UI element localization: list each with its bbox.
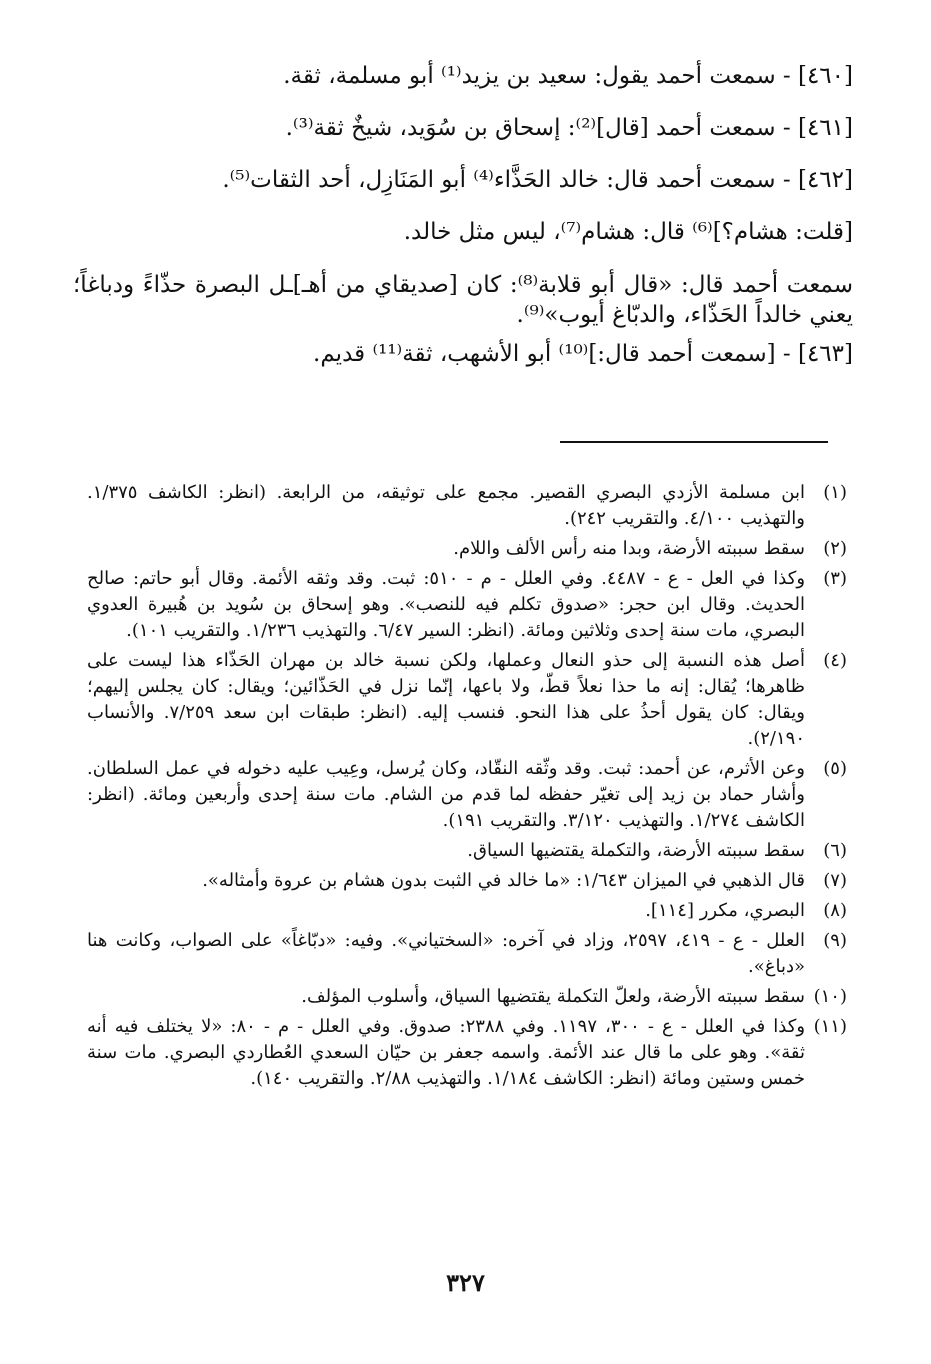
footnote-9 (87, 928, 847, 980)
footnote-line: وكذا في العل - ع - ٤٤٨٧. وفي العلل - م - ٥١٠: ثبت. وقد وثقه الأئمة. وقال أبو حاتم: صالح الحديث. وقال ابن حجر: «صدوق تكلم فيه للنصب». وهو إسحاق بن سُويد بن هُبيرة العدوي البصري، مات سنة إحدى وثلاثين ومائة. (انظر: السير ٦/٤٧. والتهذيب ١/٢٣٦. والتقريب ١٠١). (87, 568, 806, 641)
footnote-number: (٦) (823, 840, 847, 861)
footnote-text (87, 756, 805, 834)
footnote-4 (87, 648, 847, 752)
footnote-8 (87, 898, 847, 924)
footnote-text (87, 868, 805, 894)
footnote-number: (٥) (823, 758, 847, 779)
footnote-text (87, 648, 805, 752)
footnote-text (87, 536, 805, 562)
footnotes (87, 480, 847, 1096)
abu-qilaba-paragraph: سمعت أحمد قال: «قال أبو قلابة⁽⁸⁾: كان [صديقاي من أهـ]ـل البصرة حذّاءً ودباغاً؛ يعني خالداً الحَذّاء، والدبّاغ أيوب»⁽⁹⁾. (73, 272, 853, 328)
page-number: ٣٢٧ (446, 1268, 485, 1297)
footnote-number: (٤) (823, 650, 847, 671)
footnote-line: سقط سببته الأرضة، ولعلّ التكملة يقتضيها السياق، وأسلوب المؤلف. (301, 986, 805, 1007)
footnote-number: (٢) (823, 538, 847, 559)
footnote-line: سقط سببته الأرضة، والتكملة يقتضيها السياق. (467, 840, 805, 861)
footnote-line: ابن مسلمة الأزدي البصري القصير. مجمع على توثيقه، من الرابعة. (انظر: الكاشف ١/٣٧٥. والتهذيب ٤/١٠٠. والتقريب ٢٤٢). (87, 482, 805, 529)
entry-461: [٤٦١] - سمعت أحمد [قال]⁽²⁾: إسحاق بن سُوَيد، شيخٌ ثقة⁽³⁾. (285, 115, 853, 141)
footnote-line: سقط سببته الأرضة، وبدا منه رأس الألف واللام. (453, 538, 805, 559)
footnote-text (87, 566, 805, 644)
footnote-separator (560, 441, 828, 443)
footnote-text (87, 984, 805, 1010)
footnote-number: (١١) (813, 1016, 847, 1037)
footnote-text (87, 898, 805, 924)
footnote-line: قال الذهبي في الميزان ١/٦٤٣: «ما خالد في الثبت بدون هشام بن عروة وأمثاله». (202, 870, 805, 891)
footnote-text (87, 928, 805, 980)
entry-462: [٤٦٢] - سمعت أحمد قال: خالد الحَذَّاء⁽⁴⁾ أبو المَنَازِل، أحد الثقات⁽⁵⁾. (222, 167, 853, 193)
footnote-5 (87, 756, 847, 834)
footnote-10 (87, 984, 847, 1010)
footnote-line: أصل هذه النسبة إلى حذو النعال وعملها، ولكن نسبة خالد بن مهران الحَذّاء هذا ليست على ظاهرها؛ يُقال: إنه ما حذا نعلاً قطّ، ولا باعها، إنّما نزل في الحَذّائين؛ ويقال: كان يجلس إليهم؛ ويقال: كان يقول أحذُ على هذا النحو. فنسب إليه. (انظر: طبقات ابن سعد ٧/٢٥٩. والأنساب ٢/١٩٠). (87, 650, 805, 749)
footnote-6 (87, 838, 847, 864)
entry-460: [٤٦٠] - سمعت أحمد يقول: سعيد بن يزيد⁽¹⁾ أبو مسلمة، ثقة. (283, 63, 853, 89)
footnote-number: (٩) (823, 930, 847, 951)
footnote-line: وكذا في العلل - ع - ٣٠٠، ١١٩٧. وفي ٢٣٨٨: صدوق. وفي العلل - م - ٨٠: «لا يختلف فيه أنه ثقة». وهو على ما قال عند الأئمة. واسمه جعفر بن حيّان السعدي العُطاردي البصري. مات سنة خمس وستين ومائة (انظر: الكاشف ١/١٨٤. والتهذيب ٢/٨٨. والتقريب ١٤٠). (87, 1016, 806, 1089)
footnote-1 (87, 480, 847, 532)
footnote-7 (87, 868, 847, 894)
footnote-line: البصري، مكرر [١١٤]. (645, 900, 805, 921)
footnote-text (87, 1014, 805, 1092)
footnote-text (87, 838, 805, 864)
footnote-11 (87, 1014, 847, 1092)
footnote-number: (٣) (823, 568, 847, 589)
footnote-line: وعن الأثرم، عن أحمد: ثبت. وقد وثّقه النقّاد، وكان يُرسل، وعِيب عليه دخوله في عمل السلطان. وأشار حماد بن زيد إلى تغيّر حفظه لما قدم من الشام. مات سنة إحدى وأربعين ومائة. (انظر: الكاشف ١/٢٧٤. والتهذيب ٣/١٢٠. والتقريب ١٩١). (87, 758, 805, 831)
main-text (73, 62, 853, 392)
footnote-number: (٧) (823, 870, 847, 891)
footnote-line: العلل - ع - ٤١٩، ٢٥٩٧، وزاد في آخره: «السختياني». وفيه: «دبّاغاً» على الصواب، وكانت هنا «دباغ». (87, 930, 805, 977)
entry-463: [٤٦٣] - [سمعت أحمد قال:]⁽¹⁰⁾ أبو الأشهب، ثقة⁽¹¹⁾ قديم. (313, 341, 853, 367)
footnote-number: (١٠) (813, 986, 847, 1007)
footnote-3 (87, 566, 847, 644)
footnote-number: (٨) (823, 900, 847, 921)
footnote-text (87, 480, 805, 532)
entry-question: [قلت: هشام؟]⁽⁶⁾ قال: هشام⁽⁷⁾، ليس مثل خالد. (403, 219, 853, 245)
footnote-number: (١) (823, 482, 847, 503)
footnote-2 (87, 536, 847, 562)
